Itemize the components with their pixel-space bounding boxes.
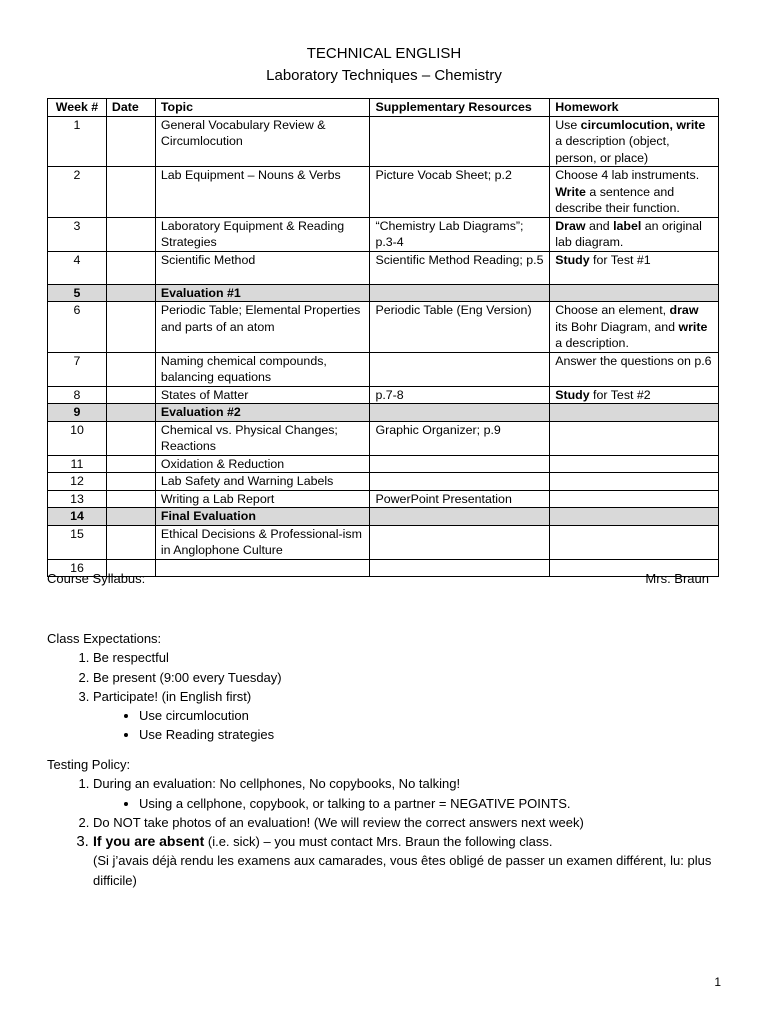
testing-heading: Testing Policy: <box>47 757 131 772</box>
homework-text: a description (object, person, or place) <box>555 134 670 165</box>
homework-text: for Test #2 <box>589 387 651 402</box>
date-cell <box>106 490 155 508</box>
table-row <box>48 251 719 284</box>
document-subtitle: Laboratory Techniques – Chemistry <box>266 67 502 84</box>
table-header-row <box>48 99 719 117</box>
week-cell: 13 <box>48 490 107 508</box>
date-cell <box>106 352 155 386</box>
syllabus-table <box>47 98 719 577</box>
testing-policy-section <box>47 755 727 890</box>
expectations-heading: Class Expectations: <box>47 631 162 646</box>
date-cell <box>106 251 155 284</box>
list-item: 2. Be present (9:00 every Tuesday) <box>93 668 727 687</box>
list-item-text: During an evaluation: No cellphones, No copybooks, No talking! <box>93 776 461 792</box>
resources-cell: p.7-8 <box>370 386 550 404</box>
sub-list-item: • Using a cellphone, copybook, or talking to a partner = NEGATIVE POINTS. <box>139 794 727 813</box>
resources-cell: Graphic Organizer; p.9 <box>370 421 550 455</box>
homework-cell <box>550 302 719 353</box>
topic-cell: Lab Safety and Warning Labels <box>155 473 370 491</box>
topic-cell: Scientific Method <box>155 251 370 284</box>
week-cell: 6 <box>48 302 107 353</box>
list-item <box>93 774 727 813</box>
header-week: Week # <box>48 99 107 117</box>
homework-text: Answer the questions on p.6 <box>555 353 712 368</box>
homework-cell <box>550 217 719 251</box>
week-cell: 3 <box>48 217 107 251</box>
list-item <box>93 687 727 745</box>
homework-cell <box>550 251 719 284</box>
absent-rest-text: (i.e. sick) – you must contact Mrs. Braun the following class. <box>204 834 553 850</box>
sub-list-item: • Use Reading strategies <box>139 725 727 744</box>
table-row <box>48 490 719 508</box>
date-cell <box>106 167 155 218</box>
date-cell <box>106 217 155 251</box>
week-cell: 9 <box>48 404 107 422</box>
table-row <box>48 167 719 218</box>
topic-cell <box>155 559 370 577</box>
topic-cell: Ethical Decisions & Professional-ism in Anglophone Culture <box>155 525 370 559</box>
resources-cell <box>370 559 550 577</box>
homework-text: its Bohr Diagram, and <box>555 319 679 334</box>
date-cell <box>106 284 155 302</box>
resources-cell <box>370 455 550 473</box>
date-cell <box>106 455 155 473</box>
homework-bold-text: Study <box>555 387 590 402</box>
homework-cell <box>550 352 719 386</box>
resources-cell <box>370 473 550 491</box>
topic-cell: Oxidation & Reduction <box>155 455 370 473</box>
week-cell: 4 <box>48 251 107 284</box>
homework-cell <box>550 386 719 404</box>
resources-cell <box>370 352 550 386</box>
resources-cell: “Chemistry Lab Diagrams”; p.3-4 <box>370 217 550 251</box>
topic-cell: Evaluation #2 <box>155 404 370 422</box>
homework-text: and <box>585 218 614 233</box>
homework-cell <box>550 455 719 473</box>
table-row <box>48 525 719 559</box>
page-number: 1 <box>714 975 721 989</box>
class-expectations-section <box>47 629 727 745</box>
homework-cell <box>550 508 719 526</box>
list-item <box>93 832 727 890</box>
date-cell <box>106 386 155 404</box>
table-row <box>48 559 719 577</box>
week-cell: 10 <box>48 421 107 455</box>
homework-cell <box>550 525 719 559</box>
homework-bold-text: circumlocution, write <box>580 117 706 132</box>
week-cell: 7 <box>48 352 107 386</box>
homework-bold-text: label <box>613 218 642 233</box>
homework-text: a sentence and describe their function. <box>555 184 680 215</box>
topic-cell: Periodic Table; Elemental Properties and parts of an atom <box>155 302 370 353</box>
table-row <box>48 455 719 473</box>
table-row <box>48 404 719 422</box>
date-cell <box>106 473 155 491</box>
homework-cell <box>550 490 719 508</box>
resources-cell <box>370 284 550 302</box>
table-row <box>48 116 719 167</box>
resources-cell: Scientific Method Reading; p.5 <box>370 251 550 284</box>
resources-cell <box>370 404 550 422</box>
resources-cell <box>370 116 550 167</box>
homework-text: Choose 4 lab instruments. <box>555 168 700 182</box>
absent-note: (Si j’avais déjà rendu les examens aux camarades, vous êtes obligé de passer un examen différent, lu: plus difficile) <box>93 853 712 888</box>
homework-bold-text: write <box>678 319 708 334</box>
topic-cell: Naming chemical compounds, balancing equations <box>155 352 370 386</box>
homework-cell <box>550 116 719 167</box>
topic-cell: Lab Equipment – Nouns & Verbs <box>155 167 370 218</box>
homework-cell <box>550 404 719 422</box>
list-item: 1. Be respectful <box>93 648 727 667</box>
date-cell <box>106 421 155 455</box>
date-cell <box>106 508 155 526</box>
homework-cell <box>550 473 719 491</box>
homework-text: a description. <box>555 336 629 350</box>
week-cell: 16 <box>48 559 107 577</box>
sub-list-item: • Use circumlocution <box>139 706 727 725</box>
date-cell <box>106 525 155 559</box>
topic-cell: Chemical vs. Physical Changes; Reactions <box>155 421 370 455</box>
teacher-name: Mrs. Braun <box>645 571 709 586</box>
header-resources: Supplementary Resources <box>370 99 550 117</box>
week-cell: 1 <box>48 116 107 167</box>
week-cell: 14 <box>48 508 107 526</box>
week-cell: 5 <box>48 284 107 302</box>
absent-bold-text: If you are absent <box>93 833 205 850</box>
week-cell: 2 <box>48 167 107 218</box>
header-topic: Topic <box>155 99 370 117</box>
table-row <box>48 284 719 302</box>
topic-cell: States of Matter <box>155 386 370 404</box>
table-row <box>48 473 719 491</box>
resources-cell: Periodic Table (Eng Version) <box>370 302 550 353</box>
topic-cell: Laboratory Equipment & Reading Strategies <box>155 217 370 251</box>
course-syllabus-label: Course Syllabus: <box>47 571 146 586</box>
resources-cell <box>370 525 550 559</box>
document-title: TECHNICAL ENGLISH <box>306 45 462 62</box>
list-item-text: Participate! (in English first) <box>93 688 252 704</box>
topic-cell: Evaluation #1 <box>155 284 370 302</box>
week-cell: 15 <box>48 525 107 559</box>
topic-cell: General Vocabulary Review & Circumlocution <box>155 116 370 167</box>
header-homework: Homework <box>550 99 719 117</box>
topic-cell: Writing a Lab Report <box>155 490 370 508</box>
homework-bold-text: draw <box>669 303 699 317</box>
header-date: Date <box>106 99 155 117</box>
homework-cell <box>550 421 719 455</box>
homework-text: Use <box>555 117 581 132</box>
resources-cell: Picture Vocab Sheet; p.2 <box>370 167 550 218</box>
homework-text: Choose an element, <box>555 303 670 317</box>
resources-cell: PowerPoint Presentation <box>370 490 550 508</box>
date-cell <box>106 404 155 422</box>
homework-bold-text: Write <box>555 184 586 199</box>
table-row <box>48 217 719 251</box>
resources-cell <box>370 508 550 526</box>
date-cell <box>106 116 155 167</box>
table-row <box>48 352 719 386</box>
week-cell: 11 <box>48 455 107 473</box>
homework-cell <box>550 167 719 218</box>
table-row <box>48 508 719 526</box>
table-row <box>48 386 719 404</box>
homework-text: an original lab diagram. <box>555 218 702 249</box>
week-cell: 12 <box>48 473 107 491</box>
table-row <box>48 421 719 455</box>
table-row <box>48 302 719 353</box>
list-item: 2. Do NOT take photos of an evaluation! (We will review the correct answers next week) <box>93 813 727 832</box>
homework-text: for Test #1 <box>589 252 651 267</box>
date-cell <box>106 302 155 353</box>
homework-bold-text: Draw <box>555 218 586 233</box>
homework-bold-text: Study <box>555 252 590 267</box>
homework-cell <box>550 284 719 302</box>
week-cell: 8 <box>48 386 107 404</box>
topic-cell: Final Evaluation <box>155 508 370 526</box>
